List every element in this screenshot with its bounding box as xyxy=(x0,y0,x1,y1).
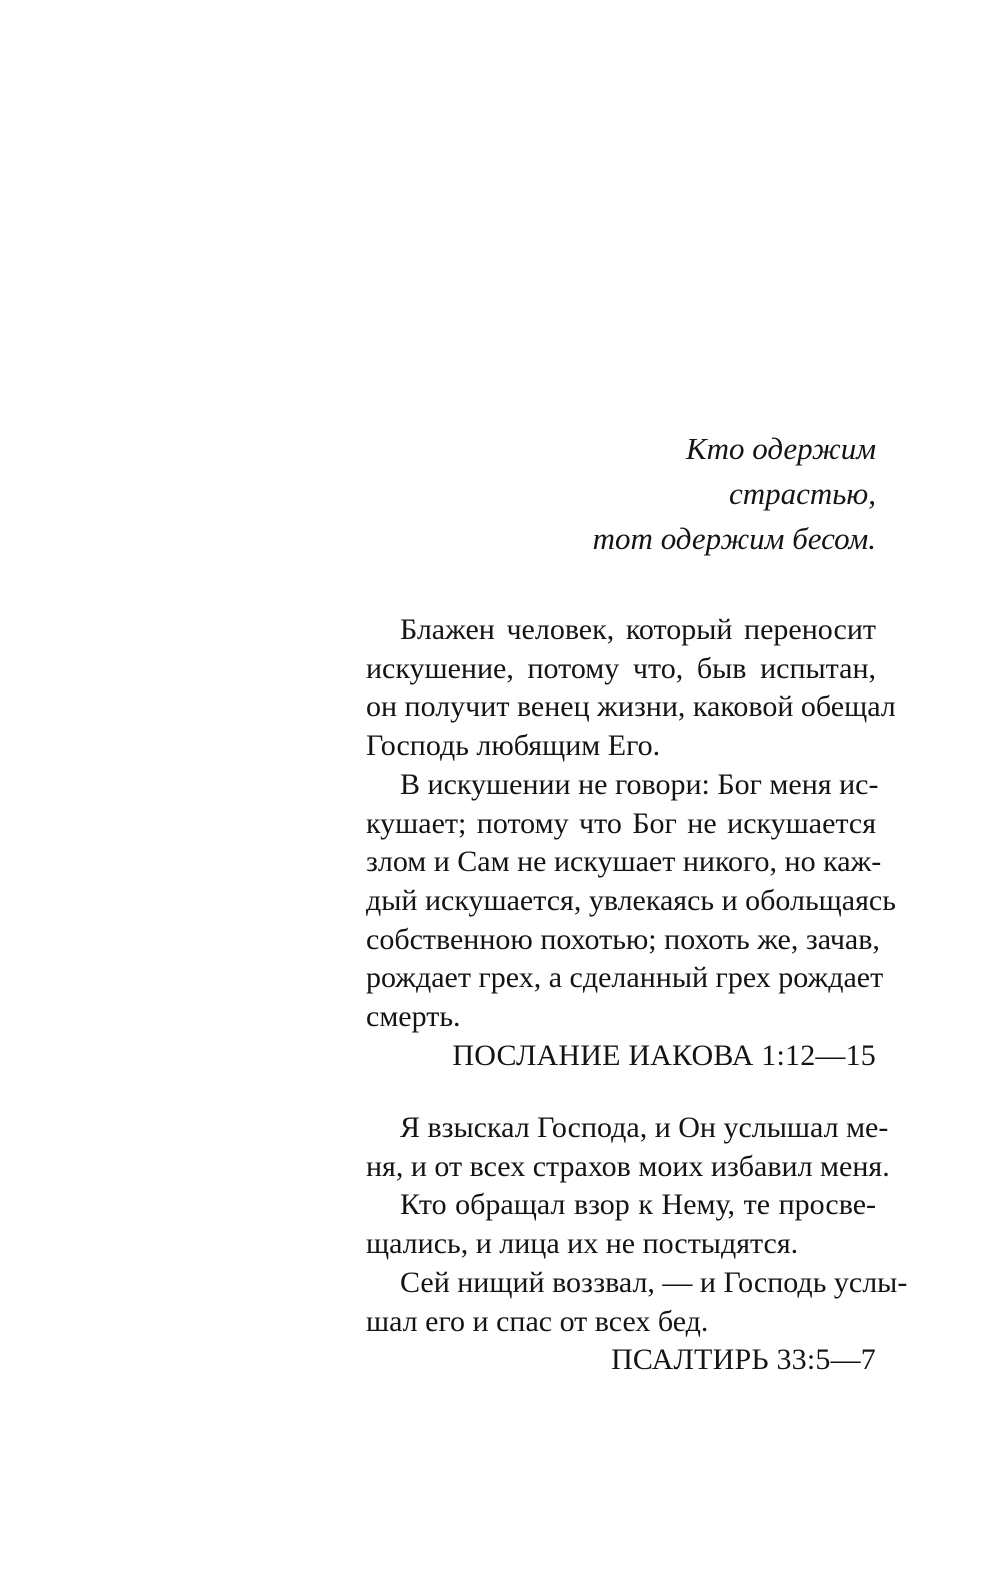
quote-line: искушение, потому что, быв испытан, xyxy=(366,651,876,685)
quote-line: ня, и от всех страхов моих избавил меня. xyxy=(366,1149,890,1183)
quote-line: он получит венец жизни, каковой обещал xyxy=(366,690,896,724)
quote-source: ПОСЛАНИЕ ИАКОВА 1:12—15 xyxy=(452,1038,876,1072)
quote-line: Блажен человек, который переносит xyxy=(400,613,876,646)
quote-line: Господь любящим Его. xyxy=(366,729,661,763)
quote-line: смерть. xyxy=(366,1000,461,1034)
quote-line: кушает; потому что Бог не искушается xyxy=(366,806,876,840)
quote-line: собственною похотью; похоть же, зачав, xyxy=(366,922,880,956)
quote-line: Я взыскал Господа, и Он услышал ме- xyxy=(400,1111,889,1144)
epigraph xyxy=(366,426,876,561)
quote-james xyxy=(366,611,896,1075)
epigraph-line: Кто одержим xyxy=(686,431,876,466)
quote-line: злом и Сам не искушает никого, но каж- xyxy=(366,845,882,879)
quote-line: дый искушается, увлекаясь и обольщаясь xyxy=(366,883,896,917)
quote-line: шал его и спас от всех бед. xyxy=(366,1304,709,1338)
quote-source: ПСАЛТИРЬ 33:5—7 xyxy=(611,1343,876,1377)
quote-psalm xyxy=(366,1109,908,1380)
quote-line: Кто обращал взор к Нему, те просве- xyxy=(400,1188,876,1222)
quote-line: щались, и лица их не постыдятся. xyxy=(366,1227,799,1261)
epigraph-line: тот одержим бесом. xyxy=(592,521,876,556)
epigraph-line: страстью, xyxy=(728,476,876,511)
quote-line: рождает грех, а сделанный грех рождает xyxy=(366,961,884,995)
quote-line: В искушении не говори: Бог меня ис- xyxy=(400,767,879,801)
quote-line: Сей нищий воззвал, — и Господь услы- xyxy=(400,1265,908,1299)
